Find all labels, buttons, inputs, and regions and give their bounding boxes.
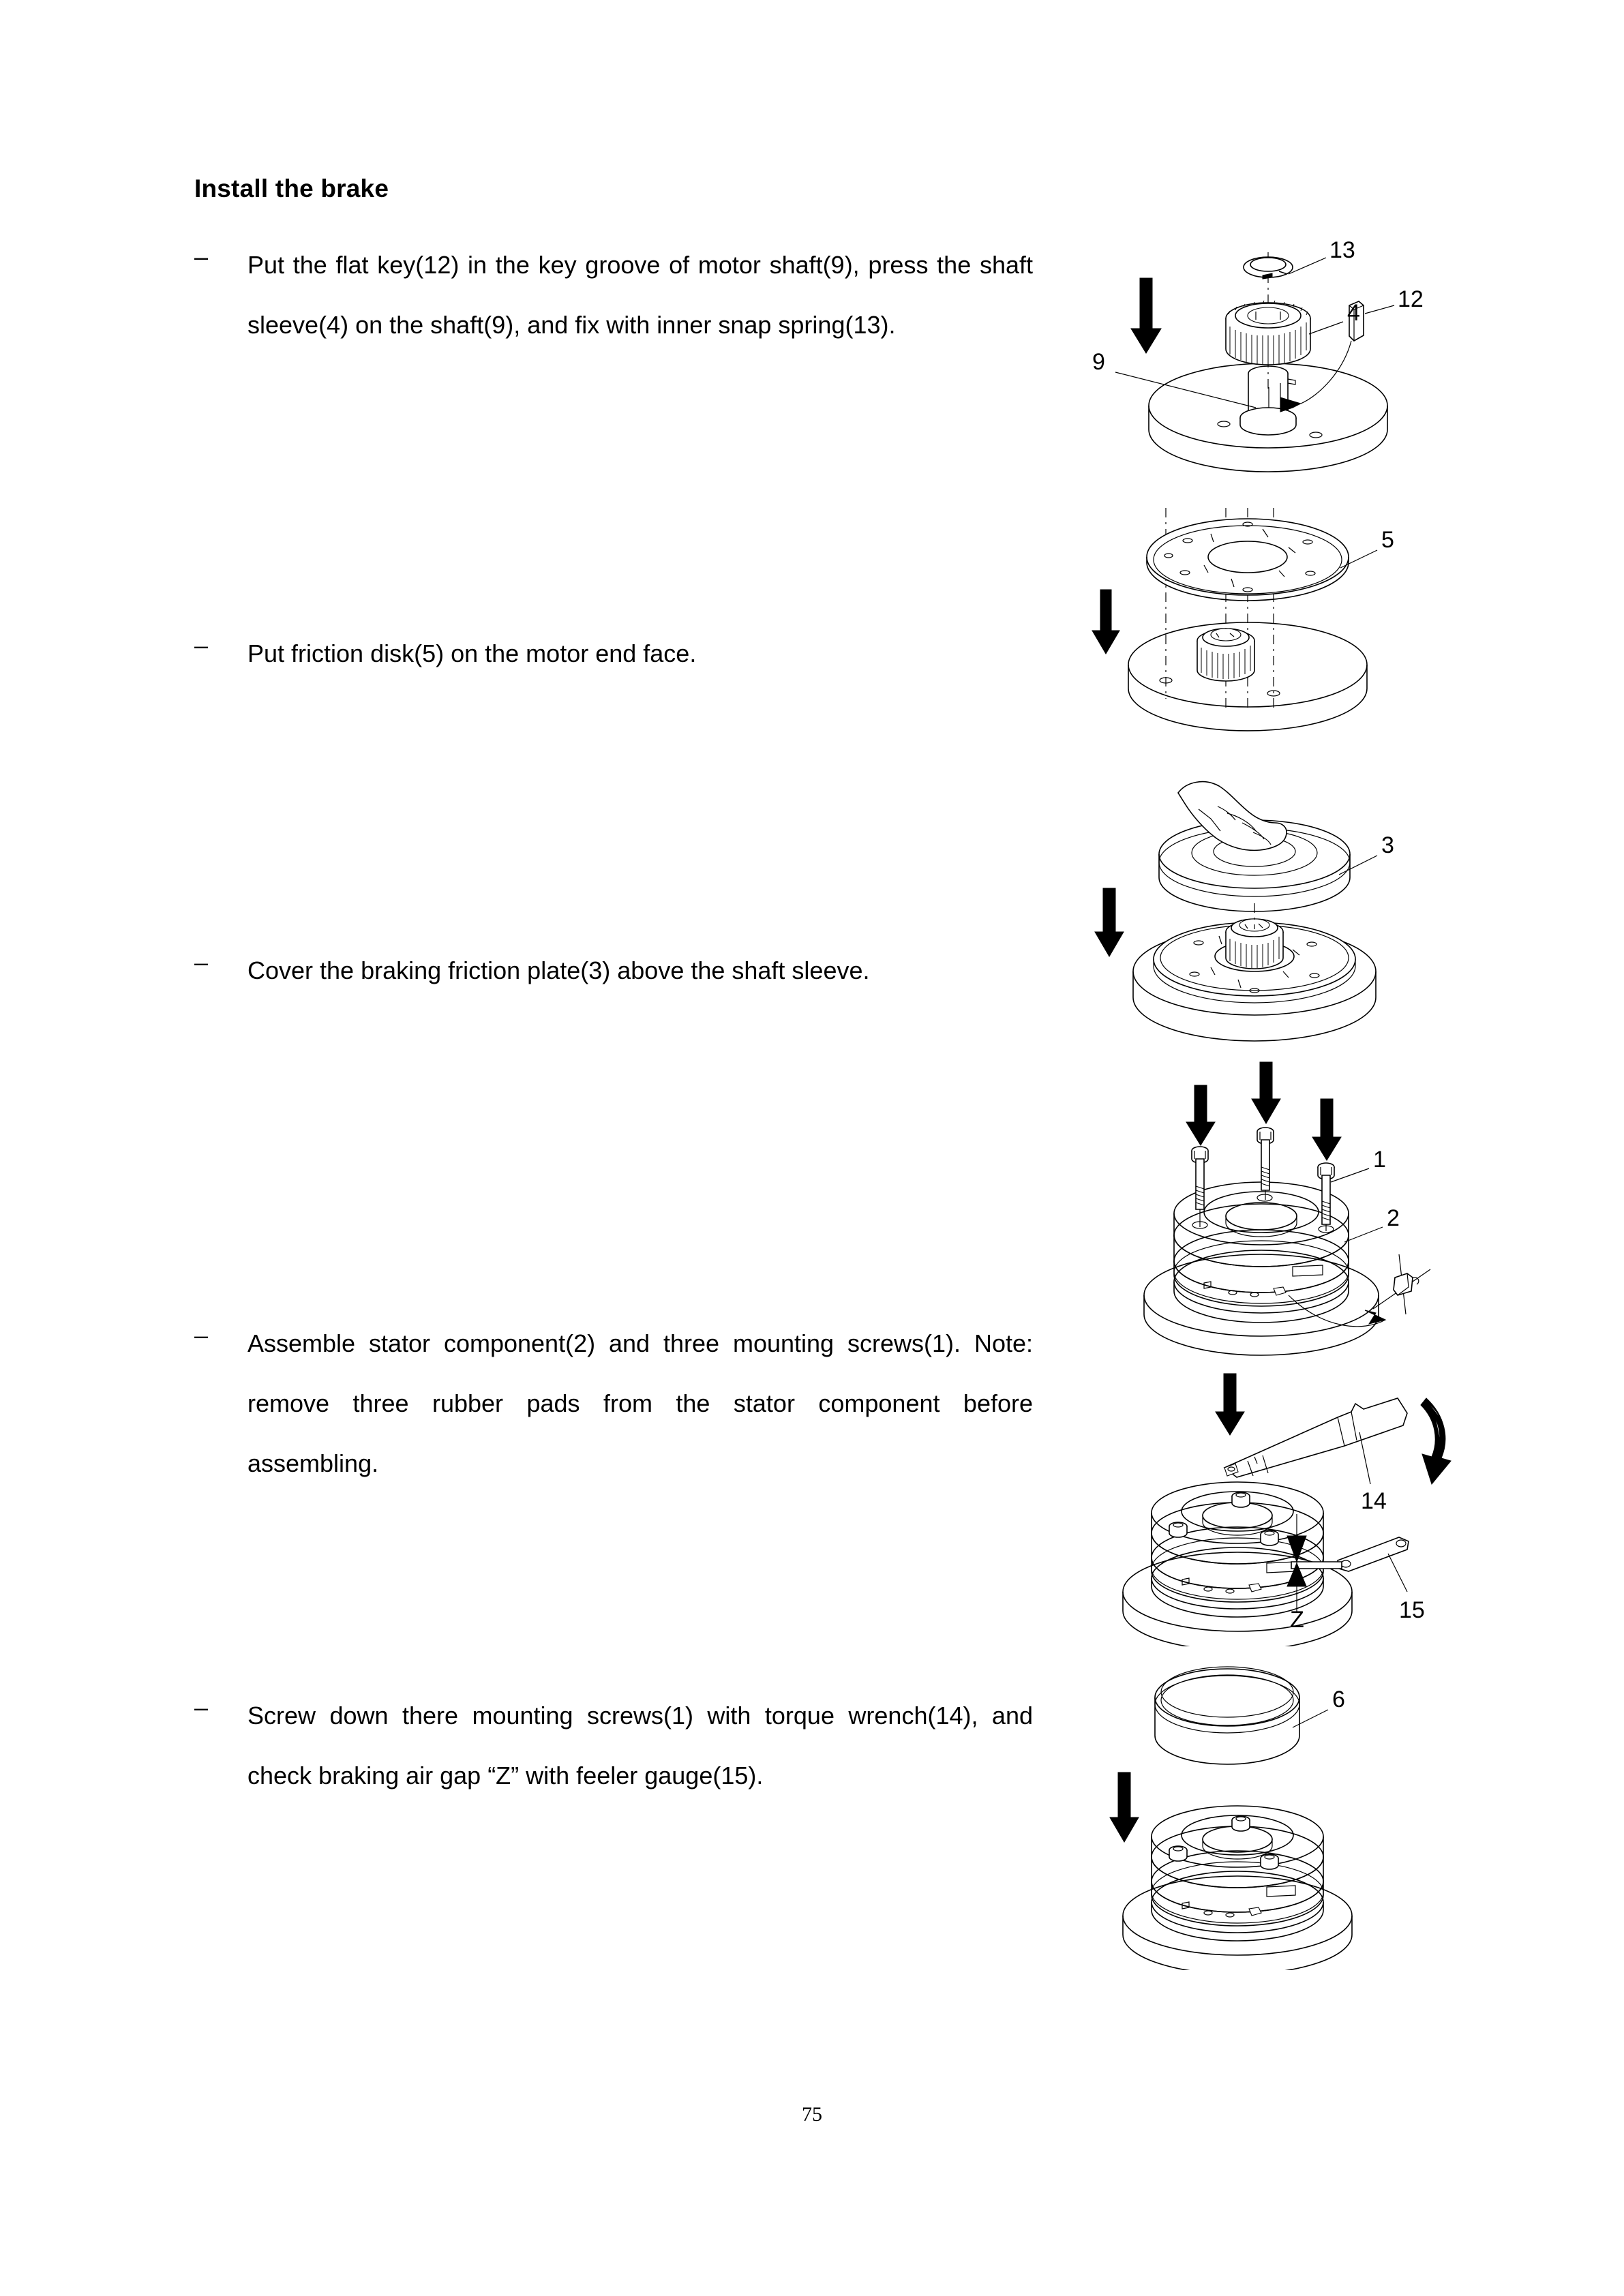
bullet-dash-icon: –: [194, 631, 209, 659]
callout-5: 5: [1381, 527, 1394, 553]
instruction-step-1-text: Put the flat key(12) in the key groove of motor shaft(9), press the shaft sleeve(4) on the shaft(9), and fix with inner snap spring(13).: [247, 251, 1033, 339]
down-arrow-icon: [1110, 1772, 1139, 1842]
feeler-gauge-icon: [1291, 1537, 1409, 1571]
screw-head-icon: [1169, 1846, 1187, 1861]
screw-icon: [1318, 1163, 1334, 1231]
torque-wrench-icon: [1224, 1398, 1407, 1477]
bullet-dash-icon: –: [194, 1321, 209, 1349]
down-arrow-icon: [1095, 888, 1124, 956]
figure-torque-wrench-feeler: [1091, 1367, 1554, 1646]
callout-9: 9: [1092, 349, 1105, 375]
instruction-step-3-text: Cover the braking friction plate(3) above the shaft sleeve.: [247, 956, 870, 984]
screw-head-icon: [1261, 1530, 1278, 1545]
instruction-step-5: [194, 1686, 1033, 1806]
callout-2: 2: [1387, 1205, 1400, 1231]
screw-head-icon: [1232, 1816, 1250, 1831]
down-arrow-icon: [1216, 1374, 1244, 1435]
text-column: [194, 174, 1033, 1790]
down-arrow-icon: [1186, 1085, 1215, 1145]
down-arrow-icon: [1092, 590, 1119, 654]
figure-friction-disk: [1084, 508, 1507, 753]
screw-head-icon: [1261, 1854, 1278, 1869]
screw-icon: [1257, 1128, 1274, 1200]
instruction-step-3: [194, 941, 1033, 1001]
figure-cover-ring: [1091, 1650, 1554, 1970]
bullet-dash-icon: –: [194, 243, 209, 271]
callout-12: 12: [1398, 286, 1424, 312]
figure-stator-screws: [1091, 1057, 1541, 1360]
instruction-step-1: [194, 235, 1033, 355]
callout-4: 4: [1347, 300, 1360, 326]
down-arrow-icon: [1131, 278, 1161, 353]
instruction-step-4: [194, 1314, 1033, 1494]
bullet-dash-icon: –: [194, 948, 209, 976]
rubber-pad-detail: [1289, 1254, 1430, 1327]
figure-shaft-sleeve-snap-ring: [1084, 225, 1507, 498]
callout-13: 13: [1329, 237, 1355, 263]
bullet-dash-icon: –: [194, 1693, 209, 1721]
screw-head-icon: [1169, 1522, 1187, 1537]
callout-3: 3: [1381, 832, 1394, 858]
instruction-step-2: [194, 624, 1033, 684]
callout-Z: Z: [1290, 1607, 1304, 1633]
rotate-arrow-icon: [1421, 1398, 1451, 1484]
instruction-step-5-text: Screw down there mounting screws(1) with torque wrench(14), and check braking air gap “Z” with feeler gauge(15).: [247, 1702, 1033, 1790]
instruction-step-2-text: Put friction disk(5) on the motor end face.: [247, 639, 697, 667]
screw-head-icon: [1232, 1492, 1250, 1507]
callout-15: 15: [1399, 1597, 1425, 1623]
page-title: Install the brake: [194, 175, 389, 202]
figure-friction-plate: [1084, 774, 1507, 1057]
cover-ring: [1155, 1667, 1299, 1764]
instruction-step-4-text: Assemble stator component(2) and three mounting screws(1). Note: remove three rubber pads from the stator component before assembling.: [247, 1329, 1033, 1478]
down-arrow-icon: [1252, 1062, 1280, 1123]
callout-6: 6: [1332, 1687, 1345, 1712]
down-arrow-icon: [1312, 1099, 1341, 1160]
callout-14: 14: [1361, 1488, 1387, 1514]
callout-1: 1: [1373, 1147, 1386, 1173]
page-number: 75: [802, 2103, 822, 2126]
